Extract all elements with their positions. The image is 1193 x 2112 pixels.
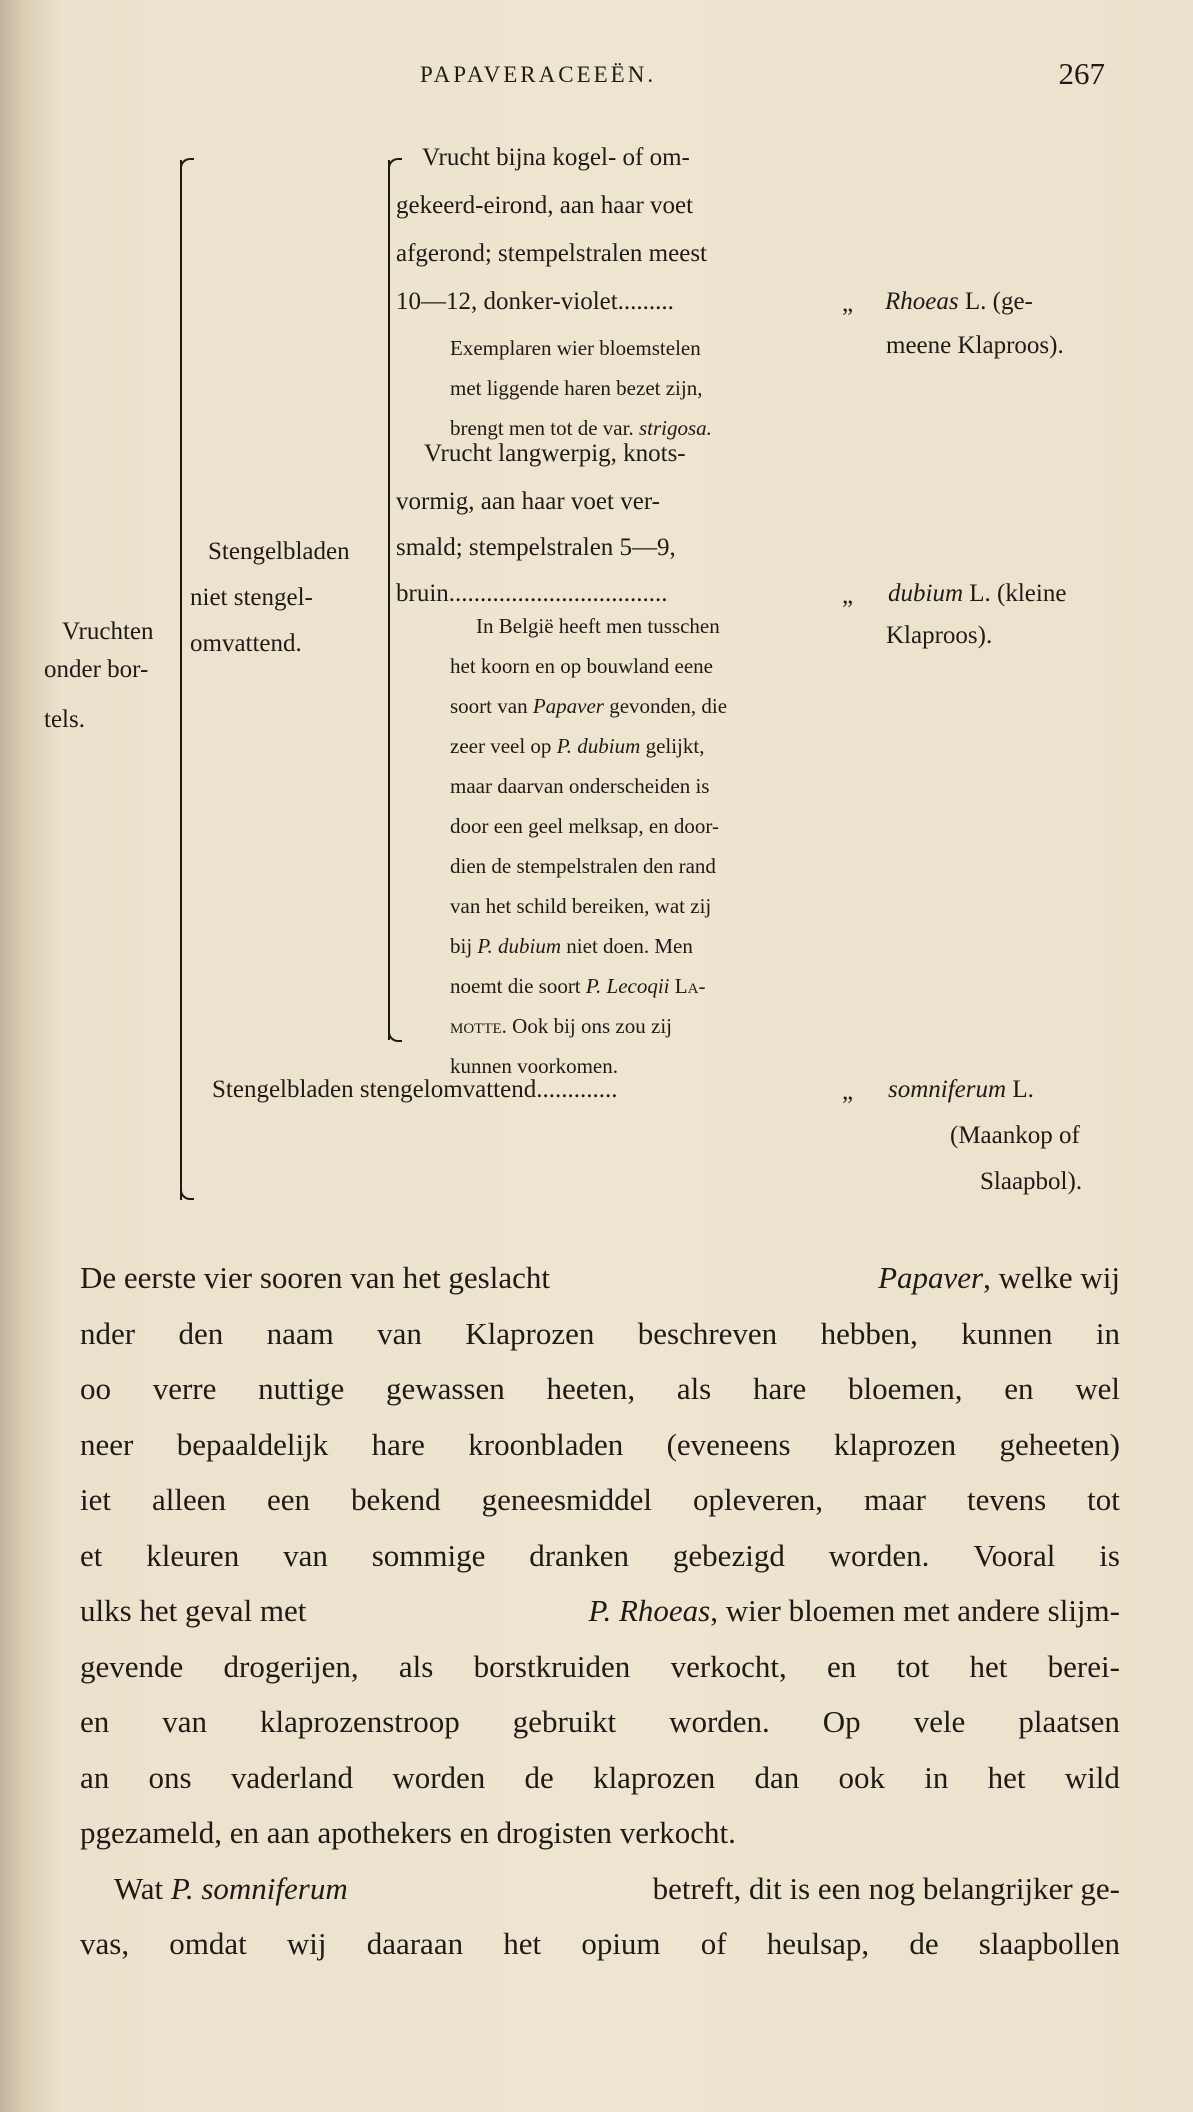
strigosa-note-3: brengt men tot de var. strigosa. bbox=[450, 416, 712, 440]
text-line: vas, omdat wij daaraan het opium of heulsap, de slaapbollen bbox=[80, 1926, 1120, 1961]
text-line: gevende drogerijen, als borstkruiden verkocht, en tot het berei- bbox=[80, 1648, 1120, 1684]
lecoqii-note-4: zeer veel op P. dubium gelijkt, bbox=[450, 734, 705, 758]
rhoeas-line-3: afgerond; stempelstralen meest bbox=[396, 240, 707, 267]
dubium-marker: „ bbox=[842, 582, 854, 609]
strigosa-note-1: Exemplaren wier bloemstelen bbox=[450, 336, 701, 360]
page-number: 267 bbox=[1058, 56, 1105, 91]
rhoeas-line-2: gekeerd-eirond, aan haar voet bbox=[396, 192, 694, 219]
somniferum-common-1: (Maankop of bbox=[950, 1122, 1080, 1149]
dubium-species: dubium L. (kleine bbox=[888, 580, 1067, 607]
rhoeas-marker: „ bbox=[842, 290, 854, 317]
lecoqii-note-12: kunnen voorkomen. bbox=[450, 1054, 618, 1078]
text-line: en van klaprozenstroop gebruikt worden. Op vele plaatsen bbox=[80, 1704, 1120, 1739]
dubium-line-1: Vrucht langwerpig, knots- bbox=[424, 440, 686, 467]
somniferum-species: somniferum L. bbox=[888, 1076, 1034, 1103]
lecoqii-note-6: door een geel melksap, en door- bbox=[450, 814, 719, 838]
lecoqii-note-10: noemt die soort P. Lecoqii La- bbox=[450, 974, 706, 998]
somniferum-common-2: Slaapbol). bbox=[980, 1168, 1083, 1195]
lecoqii-note-5: maar daarvan onderscheiden is bbox=[450, 774, 710, 798]
dubium-line-2: vormig, aan haar voet ver- bbox=[396, 488, 660, 515]
lecoqii-note-3: soort van Papaver gevonden, die bbox=[450, 694, 728, 718]
text-line: an ons vaderland worden de klaprozen dan ook in het wild bbox=[80, 1759, 1120, 1795]
text-line: De eerste vier sooren van het geslacht Papaver, welke wij bbox=[80, 1260, 1120, 1295]
lecoqii-note-1: In België heeft men tusschen bbox=[476, 614, 720, 638]
group-niet-1: Stengelbladen bbox=[208, 538, 350, 565]
group-niet-3: omvattend. bbox=[190, 630, 302, 657]
text-line: neer bepaaldelijk hare kroonbladen (eveneens klaprozen geheeten) bbox=[80, 1426, 1120, 1462]
lecoqii-note-7: dien de stempelstralen den rand bbox=[450, 854, 716, 878]
group-niet-2: niet stengel- bbox=[190, 584, 313, 611]
dubium-line-3: smald; stempelstralen 5—9, bbox=[396, 534, 676, 561]
group-vruchten-3: tels. bbox=[44, 706, 85, 733]
rhoeas-line-1: Vrucht bijna kogel- of om- bbox=[422, 144, 690, 171]
lecoqii-note-2: het koorn en op bouwland eene bbox=[450, 654, 714, 678]
body-text bbox=[80, 1250, 1120, 1972]
group-vruchten-1: Vruchten bbox=[62, 618, 154, 645]
rhoeas-common-name: meene Klaproos). bbox=[886, 332, 1064, 359]
group-vruchten-2: onder bor- bbox=[44, 656, 149, 683]
lecoqii-note-9: bij P. dubium niet doen. Men bbox=[450, 934, 693, 958]
text-line: oo verre nuttige gewassen heeten, als hare bloemen, en wel bbox=[80, 1371, 1120, 1406]
text-line: ulks het geval met P. Rhoeas, wier bloemen met andere slijm- bbox=[80, 1593, 1120, 1628]
somniferum-line: Stengelbladen stengelomvattend............. bbox=[212, 1076, 618, 1103]
text-line: iet alleen een bekend geneesmiddel opleveren, maar tevens tot bbox=[80, 1482, 1120, 1517]
rhoeas-species: Rhoeas L. (ge- bbox=[885, 288, 1033, 315]
text-line: pgezameld, en aan apothekers en drogisten verkocht. bbox=[80, 1815, 736, 1850]
dubium-line-4: bruin................................... bbox=[396, 580, 668, 607]
brace-inner bbox=[388, 160, 390, 1040]
strigosa-note-2: met liggende haren bezet zijn, bbox=[450, 376, 703, 400]
lecoqii-note-11: motte. Ook bij ons zou zij bbox=[450, 1014, 672, 1038]
text-line: et kleuren van sommige dranken gebezigd worden. Vooral is bbox=[80, 1537, 1120, 1573]
brace-outer bbox=[180, 160, 182, 1200]
lecoqii-note-8: van het schild bereiken, wat zij bbox=[450, 894, 712, 918]
rhoeas-line-4: 10—12, donker-violet......... bbox=[396, 288, 674, 315]
text-line: nder den naam van Klaprozen beschreven hebben, kunnen in bbox=[80, 1315, 1120, 1351]
somniferum-marker: „ bbox=[842, 1078, 854, 1105]
text-line: Wat P. somniferum betreft, dit is een nog belangrijker ge- bbox=[114, 1870, 1120, 1906]
running-head: PAPAVERACEEËN. bbox=[420, 62, 657, 87]
dubium-common-name: Klaproos). bbox=[886, 622, 993, 649]
